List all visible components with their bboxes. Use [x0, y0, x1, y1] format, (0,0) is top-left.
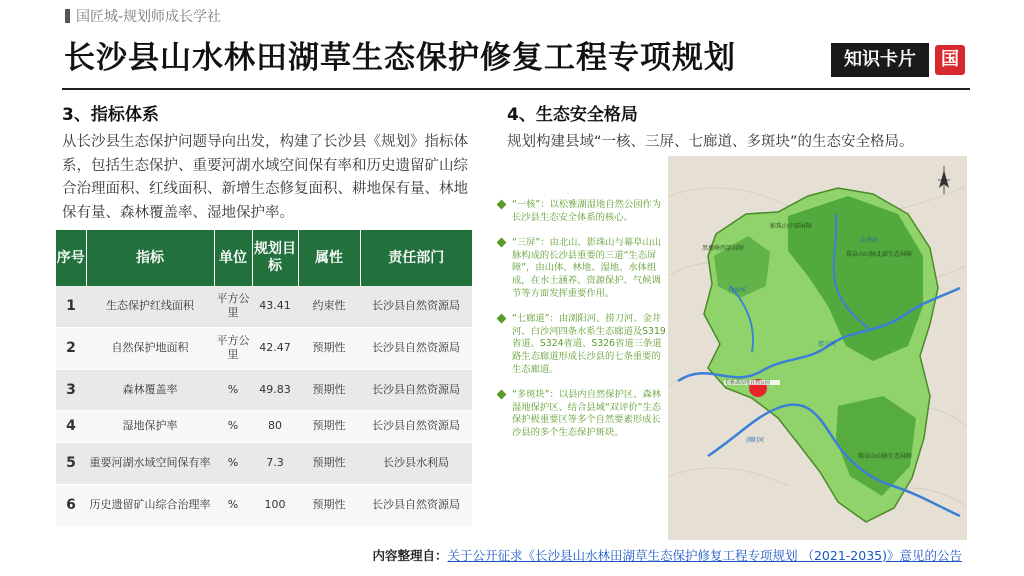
map-label-mufu-south: 幕阜山山脉生态屏障: [858, 453, 913, 460]
cell-target: 100: [252, 484, 298, 526]
diamond-bullet-icon: [497, 200, 507, 210]
list-item: [498, 313, 666, 376]
cell-attribute: 预期性: [298, 410, 360, 442]
table-row: [56, 484, 472, 526]
list-item: [498, 199, 666, 224]
cell-index: 4: [56, 410, 86, 442]
cell-unit: %: [214, 442, 252, 484]
table-row: [56, 410, 472, 442]
cell-indicator: 自然保护地面积: [86, 327, 214, 369]
map-label-core: 松雅湖湿地自然公园: [725, 380, 771, 386]
org-bar: [65, 9, 70, 23]
cell-department: 长沙县水利局: [360, 442, 472, 484]
col-header-attribute: 属性: [298, 230, 360, 286]
badge-text: 知识卡片: [831, 43, 929, 77]
cell-target: 49.83: [252, 369, 298, 410]
list-item: [498, 237, 666, 300]
cell-index: 6: [56, 484, 86, 526]
col-header-target: 规划目标: [252, 230, 298, 286]
cell-index: 2: [56, 327, 86, 369]
table-row: [56, 442, 472, 484]
cell-attribute: 约束性: [298, 286, 360, 327]
cell-indicator: 历史遗留矿山综合治理率: [86, 484, 214, 526]
table-row: [56, 327, 472, 369]
section3-title: 3、指标体系: [62, 105, 159, 125]
cell-department: 长沙县自然资源局: [360, 484, 472, 526]
title-divider: [62, 88, 970, 90]
table-header-row: [56, 230, 472, 286]
org-name: [65, 6, 221, 26]
source-link[interactable]: 关于公开征求《长沙县山水林田湖草生态保护修复工程专项规划 （2021-2035)》意见的公告: [447, 548, 962, 563]
source-footer: [372, 546, 962, 564]
cell-unit: %: [214, 369, 252, 410]
cell-department: 长沙县自然资源局: [360, 286, 472, 327]
cell-department: 长沙县自然资源局: [360, 327, 472, 369]
cell-indicator: 湿地保护率: [86, 410, 214, 442]
cell-attribute: 预期性: [298, 442, 360, 484]
col-header-department: 责任部门: [360, 230, 472, 286]
ecological-pattern-map: [668, 156, 967, 540]
cell-target: 7.3: [252, 442, 298, 484]
cell-indicator: 重要河湖水域空间保有率: [86, 442, 214, 484]
bullet-text: “三屏”：由北山、影珠山与幕阜山山脉构成的长沙县重要的三道“生态屏障”，由山体、林地、湿地、水体组成，在水土涵养、资源保护、气候调节等方面发挥重要作用。: [512, 237, 662, 299]
section3-intro: 从长沙县生态保护问题导向出发，构建了长沙县《规划》指标体系，包括生态保护、重要河湖水域空间保有率和历史遗留矿山综合治理面积、红线面积、新增生态修复面积、耕地保有量、林地保有量、森林覆盖率、湿地保护率。: [62, 134, 468, 221]
cell-attribute: 预期性: [298, 369, 360, 410]
org-name-text: 国匠城-规划师成长学社: [76, 9, 222, 25]
map-label-laodao: 捞刀河: [818, 341, 837, 348]
cell-index: 1: [56, 286, 86, 327]
diamond-bullet-icon: [497, 238, 507, 248]
cell-target: 43.41: [252, 286, 298, 327]
cell-unit: %: [214, 484, 252, 526]
pattern-legend: [498, 199, 666, 453]
diamond-bullet-icon: [497, 314, 507, 324]
bullet-text: “一核”：以松雅湖湿地自然公园作为长沙县生态安全体系的核心。: [512, 199, 662, 223]
indicator-table: [56, 230, 472, 527]
cell-attribute: 预期性: [298, 484, 360, 526]
section4-title: 4、生态安全格局: [507, 105, 638, 125]
cell-unit: %: [214, 410, 252, 442]
map-label-jinjing: 金井河: [860, 237, 879, 244]
table-row: [56, 369, 472, 410]
source-label: 内容整理自：: [372, 548, 448, 563]
knowledge-card-badge: [831, 43, 966, 77]
cell-department: 长沙县自然资源局: [360, 369, 472, 410]
bullet-text: “多斑块”：以县内自然保护区、森林湿地保护区、结合县域“双评价”生态保护极重要区等多个自然要素形成长沙县的多个生态保护斑块。: [512, 389, 662, 438]
cell-attribute: 预期性: [298, 327, 360, 369]
map-label-mufu-north: 幕阜山山脉北部生态屏障: [846, 251, 913, 258]
col-header-indicator: 指标: [86, 230, 214, 286]
map-label-baisha: 白沙河: [728, 287, 747, 294]
diamond-bullet-icon: [497, 390, 507, 400]
cell-target: 80: [252, 410, 298, 442]
map-label-yingzhu: 影珠山中部屏障: [770, 223, 813, 230]
cell-index: 3: [56, 369, 86, 410]
cell-unit: 平方公里: [214, 286, 252, 327]
cell-indicator: 森林覆盖率: [86, 369, 214, 410]
map-label-barrier-west: 黑麋峰西部屏障: [702, 245, 745, 252]
cell-unit: 平方公里: [214, 327, 252, 369]
map-label-liuyang: 浏阳河: [746, 437, 765, 444]
col-header-unit: 单位: [214, 230, 252, 286]
cell-index: 5: [56, 442, 86, 484]
page-title: 长沙县山水林田湖草生态保护修复工程专项规划: [64, 40, 736, 76]
cell-department: 长沙县自然资源局: [360, 410, 472, 442]
bullet-text: “七廊道”：由浏阳河、捞刀河、金井河、白沙河四条水系生态廊道及S319省道、S324省道、S326省道三条道路生态廊道形成长沙县的七条重要的生态廊道。: [512, 313, 666, 375]
cell-indicator: 生态保护红线面积: [86, 286, 214, 327]
cell-target: 42.47: [252, 327, 298, 369]
table-row: [56, 286, 472, 327]
col-header-index: 序号: [56, 230, 86, 286]
section4-intro: 规划构建县域“一核、三屏、七廊道、多斑块”的生态安全格局。: [507, 134, 914, 150]
list-item: [498, 389, 666, 439]
logo-icon: 国: [935, 45, 965, 75]
